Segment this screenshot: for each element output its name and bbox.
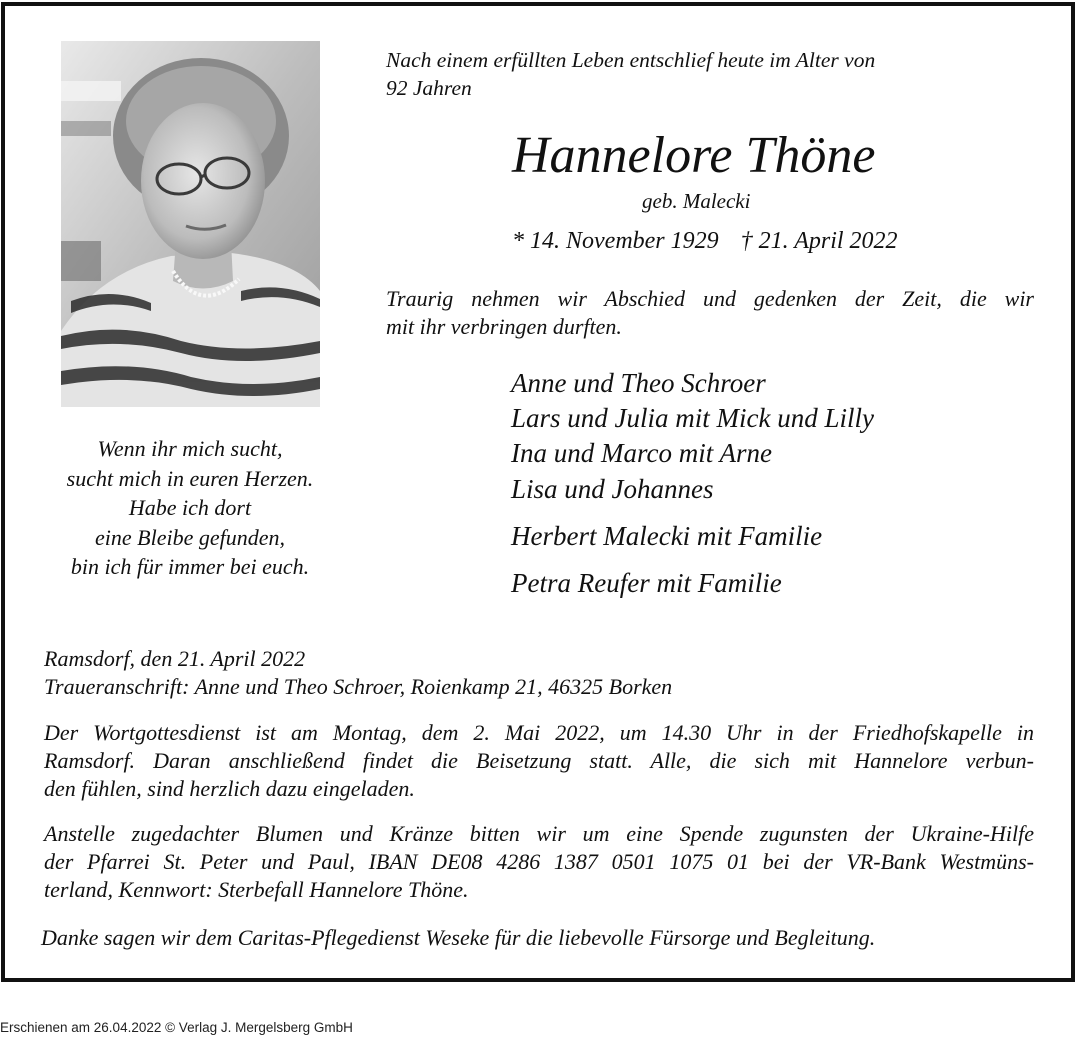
service-line: Ramsdorf. Daran anschließend findet die Beisetzung statt. Alle, die sich mit Hannelore verbun-	[44, 748, 1034, 773]
family-member: Lars und Julia mit Mick und Lilly	[511, 403, 874, 433]
poem-line: sucht mich in euren Herzen.	[66, 465, 314, 491]
service-line: Der Wortgottesdienst ist am Montag, dem 2. Mai 2022, um 14.30 Uhr in der Friedhofskapelle in	[44, 720, 1034, 745]
poem-line: Wenn ihr mich sucht,	[97, 436, 283, 461]
family-member: Petra Reufer mit Familie	[511, 568, 782, 598]
donation-info	[44, 820, 1034, 904]
service-info	[44, 719, 1034, 803]
poem	[30, 434, 350, 582]
donation-line: terland, Kennwort: Sterbefall Hannelore Thöne.	[44, 877, 469, 902]
intro-text	[386, 46, 875, 102]
birth-name: geb. Malecki	[642, 189, 751, 213]
portrait-photo	[61, 41, 320, 407]
intro-line-1: Nach einem erfüllten Leben entschlief heute im Alter von	[386, 48, 876, 72]
family-member: Ina und Marco mit Arne	[511, 438, 772, 468]
publication-footer: Erschienen am 26.04.2022 © Verlag J. Mergelsberg GmbH	[0, 1020, 353, 1035]
mourning-address: Traueranschrift: Anne und Theo Schroer, Roienkamp 21, 46325 Borken	[44, 674, 673, 699]
family-member: Herbert Malecki mit Familie	[511, 521, 823, 551]
poem-line: Habe ich dort	[128, 495, 252, 520]
mourning-line-1: Traurig nehmen wir Abschied und gedenken der Zeit, die wir	[386, 286, 1034, 311]
poem-line: bin ich für immer bei euch.	[70, 554, 310, 579]
intro-line-2: 92 Jahren	[386, 76, 472, 100]
donation-line: der Pfarrei St. Peter und Paul, IBAN DE08 4286 1387 0501 1075 01 bei der VR-Bank Westmüns-	[44, 849, 1034, 874]
poem-line: eine Bleibe gefunden,	[95, 524, 285, 550]
family-member: Lisa und Johannes	[511, 474, 714, 504]
mourning-line-2: mit ihr verbringen durften.	[386, 314, 622, 339]
birth-date: * 14. November 1929	[512, 228, 719, 254]
life-dates	[512, 228, 898, 255]
death-date: † 21. April 2022	[740, 228, 898, 254]
place-date: Ramsdorf, den 21. April 2022	[44, 646, 306, 671]
service-line: den fühlen, sind herzlich dazu eingeladen.	[44, 776, 415, 801]
donation-line: Anstelle zugedachter Blumen und Kränze bitten wir um eine Spende zugunsten der Ukraine-Hilfe	[44, 821, 1034, 846]
family-member: Anne und Theo Schroer	[511, 368, 766, 398]
place-and-address	[44, 645, 672, 701]
mourning-text	[386, 285, 1034, 341]
thanks-text: Danke sagen wir dem Caritas-Pflegedienst Weseke für die liebevolle Fürsorge und Begleitung.	[41, 925, 876, 950]
deceased-name: Hannelore Thöne	[512, 127, 876, 184]
